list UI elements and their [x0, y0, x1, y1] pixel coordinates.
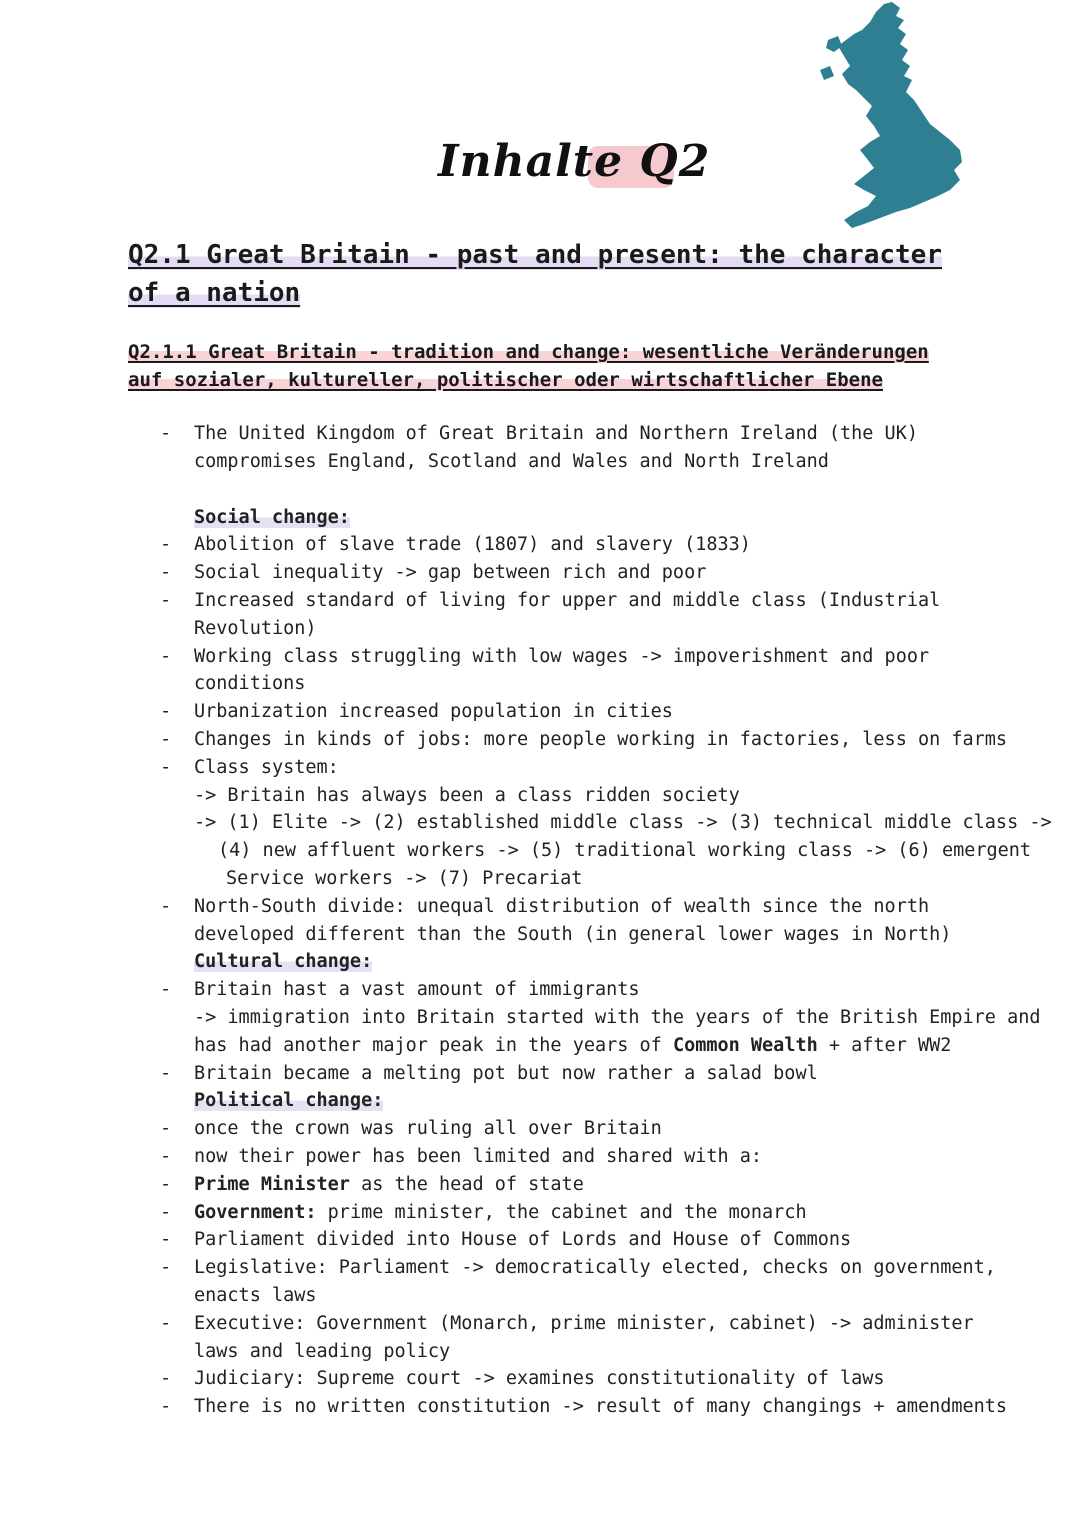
list-item-continuation: conditions [194, 673, 306, 695]
social-change-heading: Social change: [194, 506, 350, 528]
list-item: - Parliament divided into House of Lords and House of Commons [160, 1226, 960, 1254]
page-title: Inhalte Q2 [438, 136, 711, 187]
cultural-change-heading: Cultural change: [194, 951, 373, 973]
list-item: - Working class struggling with low wages -> impoverishment and poor [160, 643, 960, 671]
list-item-continuation: enacts laws [194, 1284, 317, 1306]
list-item: - Legislative: Parliament -> democratically elected, checks on government, [160, 1254, 960, 1282]
list-item-continuation: developed different than the South (in general lower wages in North) [194, 923, 952, 945]
list-item: - There is no written constitution -> result of many changings + amendments [160, 1393, 960, 1421]
list-item-continuation: -> Britain has always been a class ridden society [194, 784, 740, 806]
list-item-continuation: compromises England, Scotland and Wales and North Ireland [194, 450, 829, 472]
list-item-continuation: Service workers -> (7) Precariat [226, 867, 583, 889]
uk-map-icon [814, 0, 966, 232]
section-heading: Q2.1 Great Britain - past and present: the character of a nation [128, 240, 942, 308]
list-item: - Judiciary: Supreme court -> examines constitutionality of laws [160, 1365, 960, 1393]
list-item-continuation: -> immigration into Britain started with the years of the British Empire and [194, 1006, 1041, 1028]
list-item-continuation: Revolution) [194, 617, 317, 639]
list-item: - Government: prime minister, the cabinet and the monarch [160, 1199, 960, 1227]
list-item: - Social inequality -> gap between rich and poor [160, 559, 960, 587]
list-item: - North-South divide: unequal distribution of wealth since the north [160, 893, 960, 921]
list-item: - now their power has been limited and shared with a: [160, 1143, 960, 1171]
list-item-continuation: -> (1) Elite -> (2) established middle class -> (3) technical middle class -> [194, 812, 1052, 834]
list-item: - Changes in kinds of jobs: more people working in factories, less on farms [160, 726, 960, 754]
list-item: - The United Kingdom of Great Britain and Northern Ireland (the UK) [160, 420, 960, 448]
list-item-continuation: has had another major peak in the years of Common Wealth + after WW2 [194, 1034, 952, 1056]
list-item: - Urbanization increased population in cities [160, 698, 960, 726]
list-item: - Executive: Government (Monarch, prime minister, cabinet) -> administer [160, 1310, 960, 1338]
list-item: - Increased standard of living for upper and middle class (Industrial [160, 587, 960, 615]
list-item: - Class system: [160, 754, 960, 782]
list-item-continuation: (4) new affluent workers -> (5) traditional working class -> (6) emergent [218, 840, 1032, 862]
list-item: - Abolition of slave trade (1807) and slavery (1833) [160, 531, 960, 559]
content-body [160, 420, 1052, 1421]
list-item: - once the crown was ruling all over Britain [160, 1115, 960, 1143]
list-item: - Britain became a melting pot but now rather a salad bowl [160, 1060, 960, 1088]
list-item: - Prime Minister as the head of state [160, 1171, 960, 1199]
list-item: - Britain hast a vast amount of immigrants [160, 976, 960, 1004]
list-item-continuation: laws and leading policy [194, 1340, 451, 1362]
political-change-heading: Political change: [194, 1090, 384, 1112]
subsection-heading: Q2.1.1 Great Britain - tradition and change: wesentliche Veränderungen auf sozialer, kultureller, politischer oder wirtschaftlicher Ebene [128, 341, 929, 391]
